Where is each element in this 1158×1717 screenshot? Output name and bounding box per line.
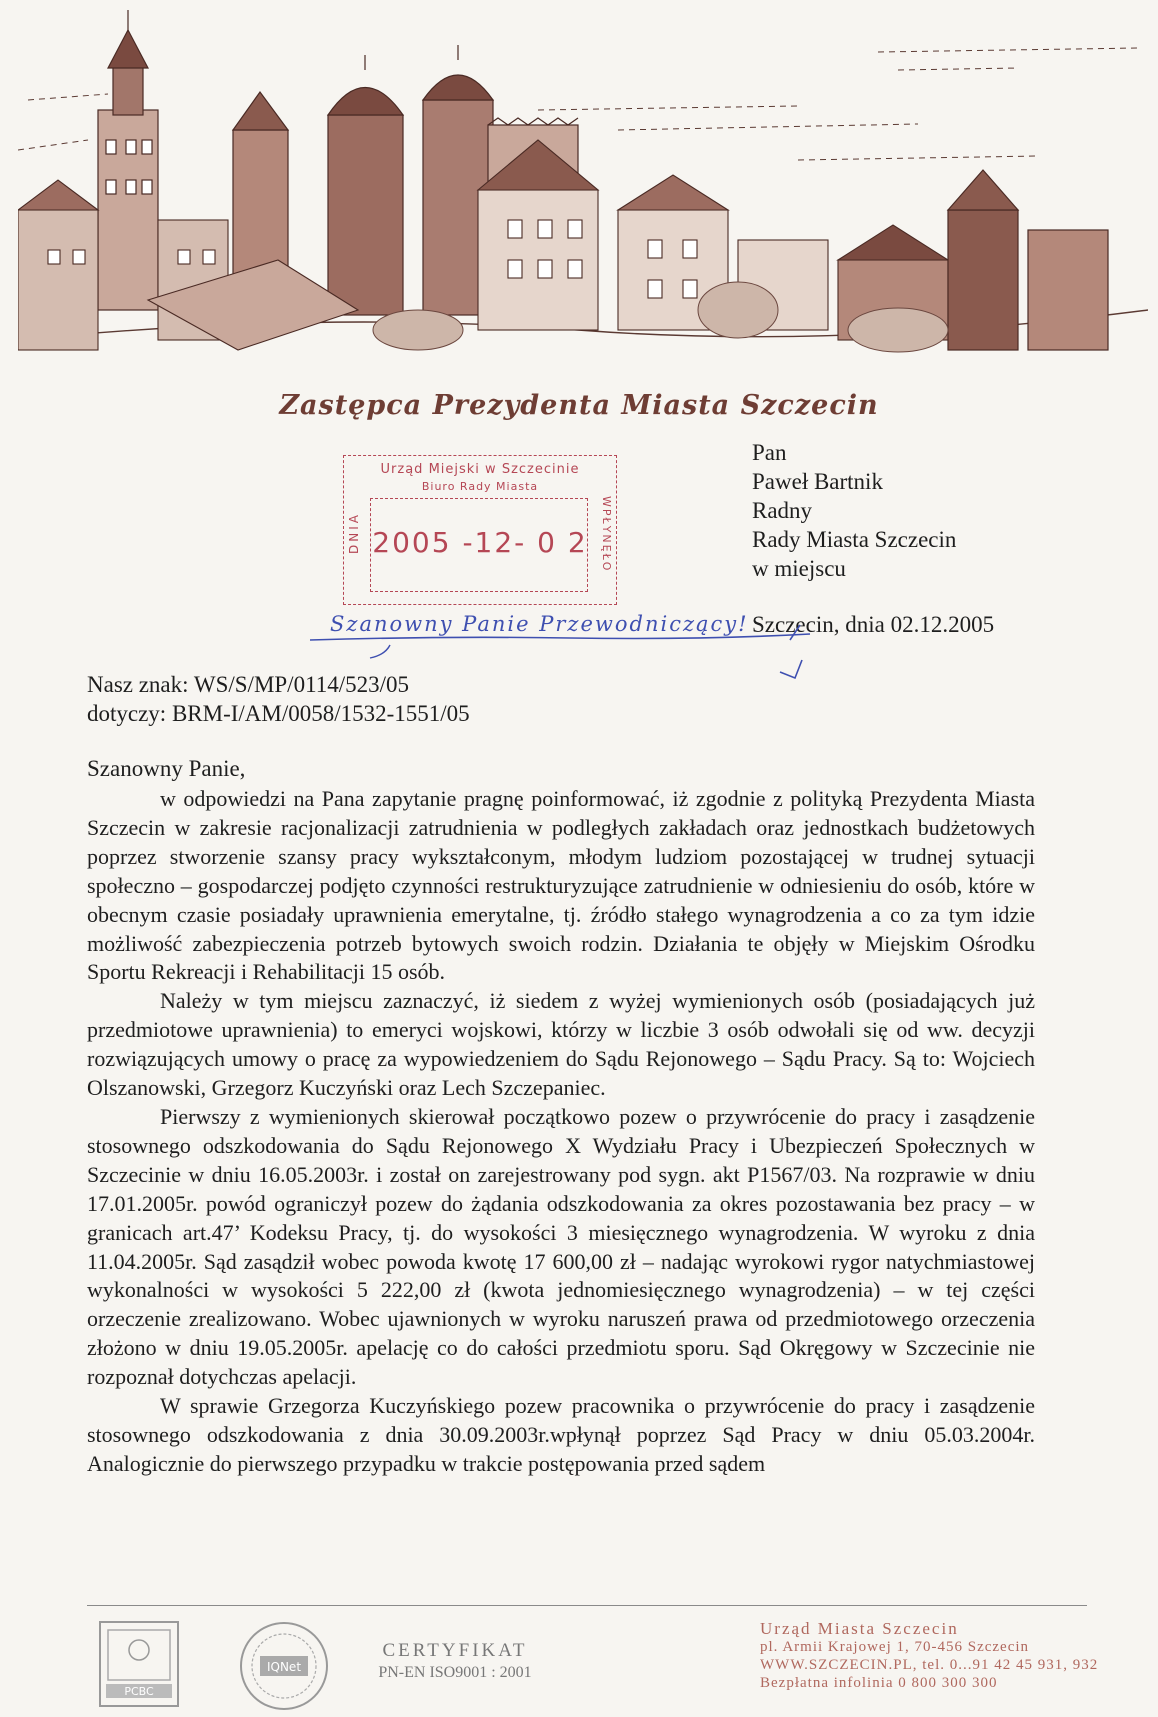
- office-name: Urząd Miasta Szczecin: [760, 1619, 959, 1638]
- salutation: Szanowny Panie,: [87, 756, 246, 781]
- regarding-reference: dotyczy: BRM-I/AM/0058/1532-1551/05: [87, 701, 470, 726]
- office-hotline: Bezpłatna infolinia 0 800 300 300: [760, 1675, 998, 1691]
- body-paragraph: w odpowiedzi na Pana zapytanie pragnę poinformować, iż zgodnie z polityką Prezydenta Miasta Szczecin w zakresie racjonalizacji zatrudnienia w podległych zakładach oraz jednostkach budżetowych poprzez stworzenie szansy pracy wykształconym, młodym ludziom pozostającej w trudnej sytuacji społeczno – gospodarczej podjęto czynności restrukturyzujące zatrudnienie w odniesieniu do osób, które w obecnym czasie posiadały uprawnienia emerytalne, tj. źródło stałego wynagrodzenia a co za tym idzie możliwość zabezpieczenia potrzeb bytowych swoich rodzin. Działania te objęły w Miejskim Ośrodku Sportu Rekreacji i Rehabilitacji 15 osób.: [87, 786, 1035, 985]
- recipient-address: [752, 438, 956, 583]
- received-stamp: [343, 455, 617, 605]
- body-paragraph: Pierwszy z wymienionych skierował początkowo pozew o przywrócenie do pracy i zasądzenie stosownego odszkodowania do Sądu Rejonowego X Wydziału Pracy i Ubezpieczeń Społecznych w Szczecinie w dniu 16.05.2003r. i został on zarejestrowany pod sygn. akt P1567/03. Na rozprawie w dniu 17.01.2005r. powód ograniczył pozew do żądania odszkodowania za okres pozostawania bez pracy – w granicach art.47’ Kodeksu Pracy, tj. do wysokości 3 miesięcznego wynagrodzenia. W wyroku z dnia 11.04.2005r. Sąd zasądził wobec powoda kwotę 17 600,00 zł – nadając wyrokowi rygor natychmiastowej wykonalności w wysokości 5 222,00 zł (kwota jednomiesięcznego wynagrodzenia) – w tej części orzeczenie zrealizowano. Wobec ujawnionych w wyroku naruszeń prawa od przedmiotowego orzeczenia złożono w dniu 19.05.2005r. apelację co do całości przedmiotu sporu. Sąd Okręgowy w Szczecinie nie rozpoznał dotychczas apelacji.: [87, 1103, 1035, 1390]
- office-address: pl. Armii Krajowej 1, 70-456 Szczecin: [760, 1639, 1030, 1655]
- stamp-department-line: Biuro Rady Miasta: [421, 480, 539, 493]
- office-web-phone: WWW.SZCZECIN.PL, tel. 0...91 42 45 931, 932: [760, 1657, 1099, 1673]
- iqnet-logo-text: IQNet: [266, 1660, 302, 1674]
- our-reference: Nasz znak: WS/S/MP/0114/523/05: [87, 672, 409, 697]
- office-title: Zastępca Prezydenta Miasta Szczecin: [279, 390, 879, 421]
- reference-block: [87, 670, 470, 728]
- office-contact: [760, 1620, 1098, 1692]
- skyline-illustration: [18, 10, 1148, 385]
- recipient-line: Radny: [752, 498, 813, 523]
- body-paragraph: Należy w tym miejscu zaznaczyć, iż siedem z wyżej wymienionych osób (posiadających już przedmiotowe uprawnienia) to emeryci wojskowi, którzy w liczbie 3 osób odwołali się od ww. decyzji rozwiązujących umowy o pracę za wypowiedzeniem do Sądu Rejonowego – Sądu Pracy. Są to: Wojciech Olszanowski, Grzegorz Kuczyński oraz Lech Szczepaniec.: [87, 988, 1035, 1101]
- body-paragraph: W sprawie Grzegorza Kuczyńskiego pozew pracownika o przywrócenie do pracy i zasądzenie stosownego odszkodowania z dnia 30.09.2003r.wpłynął poprzez Sąd Pracy w dniu 05.03.2004r. Analogicznie do pierwszego przypadku w trakcie postępowania przed sądem: [87, 1393, 1035, 1476]
- stamp-date: 2005 -12- 0 2: [372, 526, 588, 559]
- certificate-label: CERTYFIKAT: [382, 1640, 528, 1661]
- stamp-dnia-label: DNIA: [347, 512, 361, 554]
- certificate-block: [340, 1640, 570, 1682]
- recipient-line: Paweł Bartnik: [752, 469, 883, 494]
- certificate-standard: PN-EN ISO9001 : 2001: [378, 1664, 532, 1681]
- recipient-line: w miejscu: [752, 556, 846, 581]
- pcbc-logo-icon: [98, 1620, 180, 1708]
- recipient-line: Pan: [752, 440, 787, 465]
- iqnet-logo-icon: [238, 1620, 330, 1712]
- handwritten-note: Szanowny Panie Przewodniczący!: [330, 612, 749, 636]
- pcbc-logo-text: PCBC: [124, 1685, 154, 1698]
- recipient-line: Rady Miasta Szczecin: [752, 527, 957, 552]
- letter-body: [87, 785, 1035, 1479]
- place-and-date: Szczecin, dnia 02.12.2005: [752, 612, 995, 637]
- footer-divider: [87, 1605, 1087, 1606]
- letterhead-illustration: [18, 10, 1148, 385]
- stamp-office-line: Urząd Miejski w Szczecinie: [380, 462, 580, 477]
- stamp-received-label: WPŁYNĘŁO: [600, 496, 613, 573]
